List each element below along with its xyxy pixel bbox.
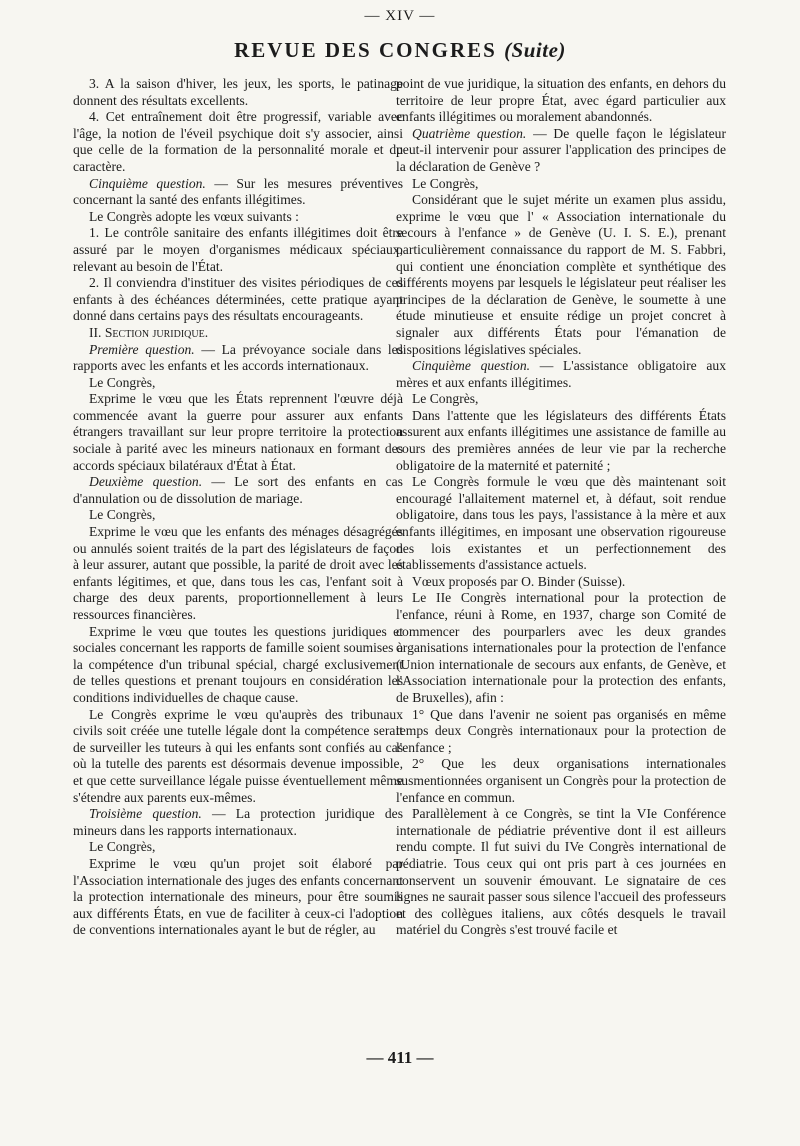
paragraph: Le Congrès, <box>89 839 156 855</box>
paragraph: 3. A la saison d'hiver, les jeux, les sports, le patinage donnent des résultats excellents. <box>73 76 403 108</box>
paragraph: Le Congrès exprime le vœu qu'auprès des tribunaux civils soit créée une tutelle légale dont la compétence serait de surveiller les tuteurs à qui les enfants sont confiés au cas où la tutelle des parents est désormais devenue impossible, et que cette surveillance légale puisse éventuellement même s'étendre aux parents eux-mêmes. <box>73 706 403 805</box>
paragraph: Le Congrès formule le vœu que dès maintenant soit encouragé l'allaitement maternel et, à défaut, soit rendue obligatoire, dans tous les pays, l'assistance à la mère et aux enfants illégitimes, en imposant une observation rigoureuse des lois existantes et un perfectionnement des établissements d'assistance actuels. <box>396 474 726 573</box>
paragraph: 1° Que dans l'avenir ne soient pas organisés en même temps deux Congrès internationaux pour la protection de l'enfance ; <box>396 706 726 755</box>
paragraph: Exprime le vœu que toutes les questions juridiques et sociales concernant les rapports de famille soient soumises à la compétence d'un tribunal spécial, chargé exclusivement de telles questions et prenant toujours en considération les conditions individuelles de chaque cause. <box>73 623 403 705</box>
paragraph: Le Congrès, <box>412 175 479 191</box>
question-label: Troisième question. <box>89 806 202 822</box>
paragraph: point de vue juridique, la situation des enfants, en dehors du territoire de leur propre État, avec égard particulier aux enfants illégitimes ou moralement abandonnés. <box>396 76 726 125</box>
question-paragraph <box>73 474 403 507</box>
title-suite: (Suite) <box>504 38 566 62</box>
paragraph: Considérant que le sujet mérite un examen plus assidu, exprime le vœu que l' « Association internationale du secours à l'enfance » de Genève (U. I. S. E.), prenant particulièrement connaissance du rapport de M. S. Fabbri, qui contient une énonciation complète et synthétique des différents moyens par lesquels le législateur peut réaliser les principes de la déclaration de Genève, le soumette à une étude minutieuse et ensuite rédige un projet concret à signaler aux différents États pour l'émanation de dispositions législatives spéciales. <box>396 192 726 357</box>
paragraph: Le IIe Congrès international pour la protection de l'enfance, réuni à Rome, en 1937, charge son Comité de commencer des pourparlers avec les deux grandes organisations internationales pour la protection de l'enfance (Union internationale de secours aux enfants, de Genève, et l'Association internationale pour la protection des enfants, de Bruxelles), afin : <box>396 590 726 705</box>
paragraph: Le Congrès, <box>89 374 156 390</box>
paragraph: Le Congrès adopte les vœux suivants : <box>89 208 299 224</box>
paragraph: Exprime le vœu qu'un projet soit élaboré par l'Association internationale des juges des enfants concernant la protection internationale des mineurs, pour être soumis aux différents États, en vue de faciliter à ceux-ci l'adoption de conventions internationales ayant le but de régler, au <box>73 855 403 938</box>
section-heading <box>73 325 403 342</box>
question-text: — De quelle façon le législateur peut-il intervenir pour assurer l'application des principes de la déclaration de Genève ? <box>396 125 726 174</box>
paragraph: Vœux proposés par O. Binder (Suisse). <box>412 573 626 589</box>
question-paragraph <box>73 176 403 209</box>
paragraph: Exprime le vœu que les États reprennent l'œuvre déjà commencée avant la guerre pour assurer aux enfants étrangers travaillant sur leur propre territoire la protection sociale à parité avec les mineurs nationaux en formant des accords spéciaux bilatéraux d'État à État. <box>73 391 403 473</box>
paragraph: 4. Cet entraînement doit être progressif, variable avec l'âge, la notion de l'éveil psychique doit s'y associer, ainsi que celle de la formation de la personnalité morale et du caractère. <box>73 109 403 174</box>
paragraph: Exprime le vœu que les enfants des ménages désagrégés ou annulés soient traités de la part des législateurs de façon à leur assurer, autant que possible, la parité de droit avec les enfants légitimes, et que, dans tous les cas, l'enfant soit à charge des deux parents, proportionnellement à leurs ressources financières. <box>73 524 403 622</box>
question-paragraph <box>73 806 403 839</box>
page-title <box>0 38 800 63</box>
left-column <box>73 76 403 939</box>
question-paragraph <box>396 358 726 391</box>
paragraph: 2. Il conviendra d'instituer des visites périodiques de ces enfants à des échéances déterminées, cette pratique ayant donné dans certains pays des résultats encourageants. <box>73 275 403 324</box>
section-number: II. <box>89 324 105 340</box>
title-main: REVUE DES CONGRES <box>234 38 497 62</box>
paragraph: 1. Le contrôle sanitaire des enfants illégitimes doit être assuré par le moyen d'organismes médicaux spéciaux, relevant au besoin de l'État. <box>73 225 403 274</box>
roman-page-number: — XIV — <box>364 8 436 24</box>
question-label: Cinquième question. <box>412 358 531 374</box>
question-label: Cinquième question. <box>89 175 206 191</box>
page-number: — 411 — <box>366 1048 434 1067</box>
section-title: Section juridique. <box>104 324 209 340</box>
paragraph: Le Congrès, <box>89 507 156 523</box>
question-paragraph <box>396 126 726 176</box>
question-paragraph <box>73 342 403 375</box>
question-label: Première question. <box>89 341 195 357</box>
paragraph: Parallèlement à ce Congrès, se tint la VIe Conférence internationale de pédiatrie préventive dont il est ailleurs rendu compte. Il fut suivi du IVe Congrès international de pédiatrie. Tous ceux qui ont pris part à ces journées en conservent un souvenir émouvant. Le signataire de ces lignes ne saurait passer sous silence l'accueil des professeurs et des collègues italiens, aux côtés desquels le travail matériel du Congrès s'est trouvé facile et <box>396 806 726 938</box>
paragraph: Le Congrès, <box>412 391 479 407</box>
question-text: — La prévoyance sociale dans les rapports avec les enfants et les accords internationaux. <box>73 341 403 374</box>
question-text: — L'assistance obligatoire aux mères et aux enfants illégitimes. <box>396 358 726 390</box>
paragraph: 2° Que les deux organisations internationales susmentionnées organisent un Congrès pour la protection de l'enfance en commun. <box>396 756 726 805</box>
question-text: — La protection juridique des mineurs dans les rapports internationaux. <box>73 806 403 838</box>
question-text: — Sur les mesures préventives concernant la santé des enfants illégitimes. <box>73 175 403 208</box>
paragraph: Dans l'attente que les législateurs des différents États assurent aux enfants illégitimes une assistance de famille au cours des premières années de leur vie par la recherche obligatoire de la maternité et paternité ; <box>396 407 726 473</box>
right-column <box>396 76 726 939</box>
question-label: Deuxième question. <box>89 474 203 490</box>
question-label: Quatrième question. <box>412 125 527 141</box>
question-text: — Le sort des enfants en cas d'annulation ou de dissolution de mariage. <box>73 474 403 506</box>
